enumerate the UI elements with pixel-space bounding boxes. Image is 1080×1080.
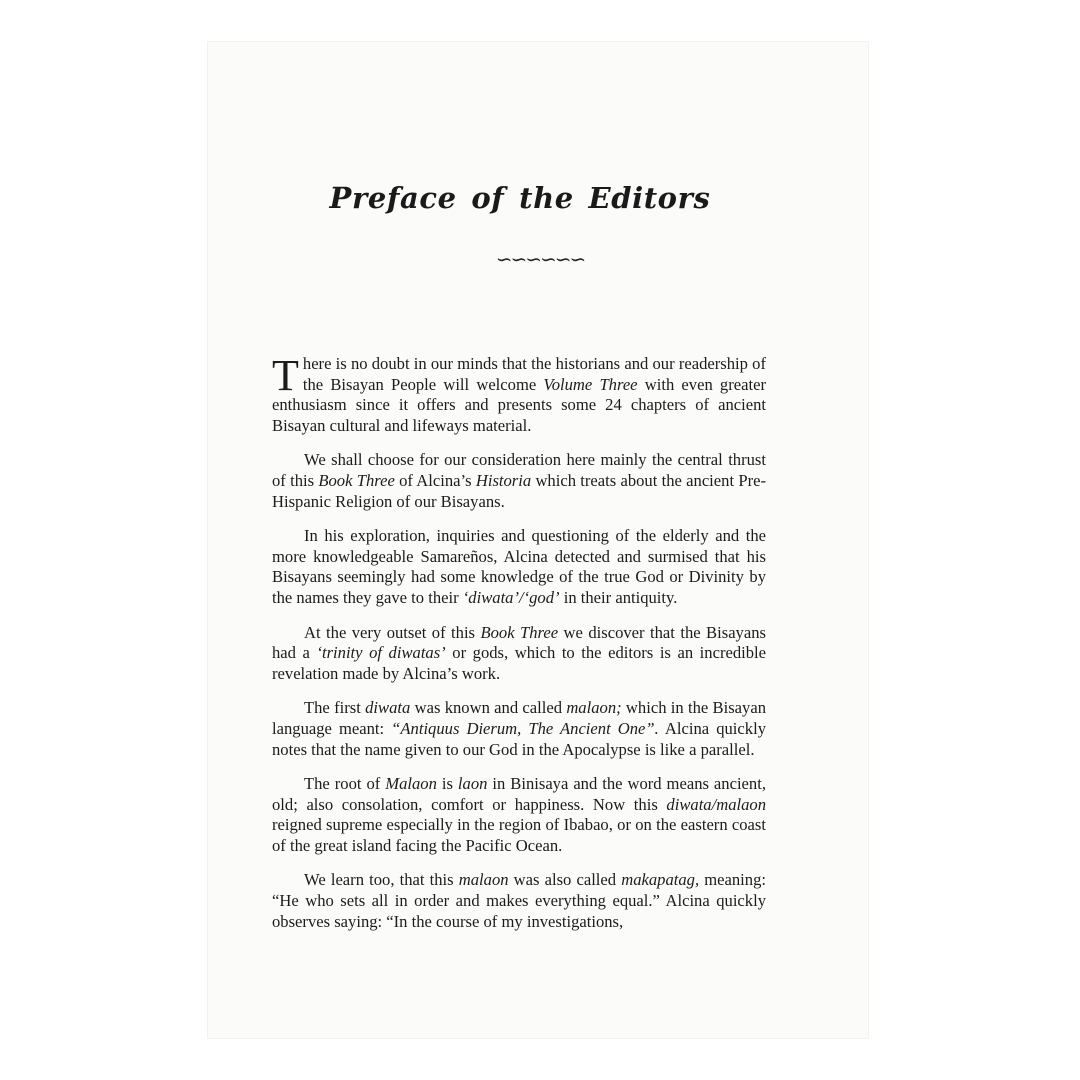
italic-text: Malaon (385, 774, 437, 794)
text-run: which in the Bisayan language meant: (272, 698, 766, 738)
text-run: reigned supreme especially in the region of Ibabao, or on the eastern coast of the great island facing the Pacific Ocean. (272, 815, 766, 855)
text-run: or gods, which to the editors is an incredible revelation made by Alcina’s work. (272, 643, 767, 683)
text-run: At the very outset of this (304, 622, 481, 642)
italic-text: diwata/malaon (666, 794, 766, 814)
text-run: meaning: “He who sets all in order and makes everything equal.” Alcina quickly observes saying: “In the course of my investigations, (272, 870, 766, 931)
italic-text: Volume Three (543, 374, 638, 394)
preface-paragraph (272, 698, 766, 760)
italic-text: malaon; (566, 698, 622, 718)
text-run: of Alcina’s (394, 470, 476, 490)
italic-text: Historia (475, 470, 532, 490)
text-run: in their antiquity. (559, 587, 678, 607)
text-run: was known and called (410, 698, 567, 718)
text-run: The first (304, 698, 366, 718)
text-run: was also called (508, 870, 622, 890)
text-run: In his exploration, inquiries and questioning of the elderly and the more knowledgeable Samareños, Alcina detected and surmised that his Bisayans seemingly had some knowledge of the true God or Divinity by the names they gave to their (272, 526, 766, 607)
text-run: with even greater enthusiasm since it offers and presents some 24 chapters of ancient Bisayan cultural and lifeways material. (272, 374, 766, 435)
title-ornament: ∽∽∽∽∽∽ (495, 247, 585, 271)
italic-text: ‘trinity of diwatas’ (316, 643, 446, 663)
preface-paragraph (272, 526, 766, 608)
text-run: is (436, 774, 458, 794)
drop-cap: T (272, 351, 299, 400)
text-run: which treats about the ancient Pre-Hispanic Religion of our Bisayans. (272, 470, 766, 511)
text-run: we discover that the Bisayans had a (272, 622, 766, 663)
text-run: The root of (304, 774, 386, 794)
italic-text: Book Three (480, 622, 559, 642)
text-run: We learn too, that this (304, 870, 459, 890)
preface-paragraph (272, 870, 766, 932)
italic-text: ‘diwata’/‘god’ (462, 587, 560, 607)
preface-paragraph (272, 351, 766, 436)
preface-paragraph (272, 450, 766, 512)
text-run: We shall choose for our consideration here mainly the central thrust of this (272, 450, 766, 490)
italic-text: malaon (458, 870, 509, 890)
preface-paragraph (272, 623, 766, 685)
preface-body (272, 351, 767, 946)
text-run: Alcina quickly notes that the name given to our God in the Apocalypse is like a parallel. (272, 718, 766, 759)
italic-text: “Antiquus Dierum, The Ancient One”. (391, 718, 659, 738)
italic-text: laon (457, 774, 488, 794)
italic-text: makapatag, (621, 870, 700, 890)
preface-paragraph (272, 774, 766, 856)
text-run: here is no doubt in our minds that the historians and our readership of the Bisayan People will welcome (302, 354, 766, 394)
text-run: in Binisaya and the word means ancient, old; also consolation, comfort or happiness. Now this (272, 774, 766, 814)
italic-text: diwata (365, 698, 411, 718)
italic-text: Book Three (318, 470, 395, 490)
page-title: Preface of the Editors (329, 181, 711, 215)
